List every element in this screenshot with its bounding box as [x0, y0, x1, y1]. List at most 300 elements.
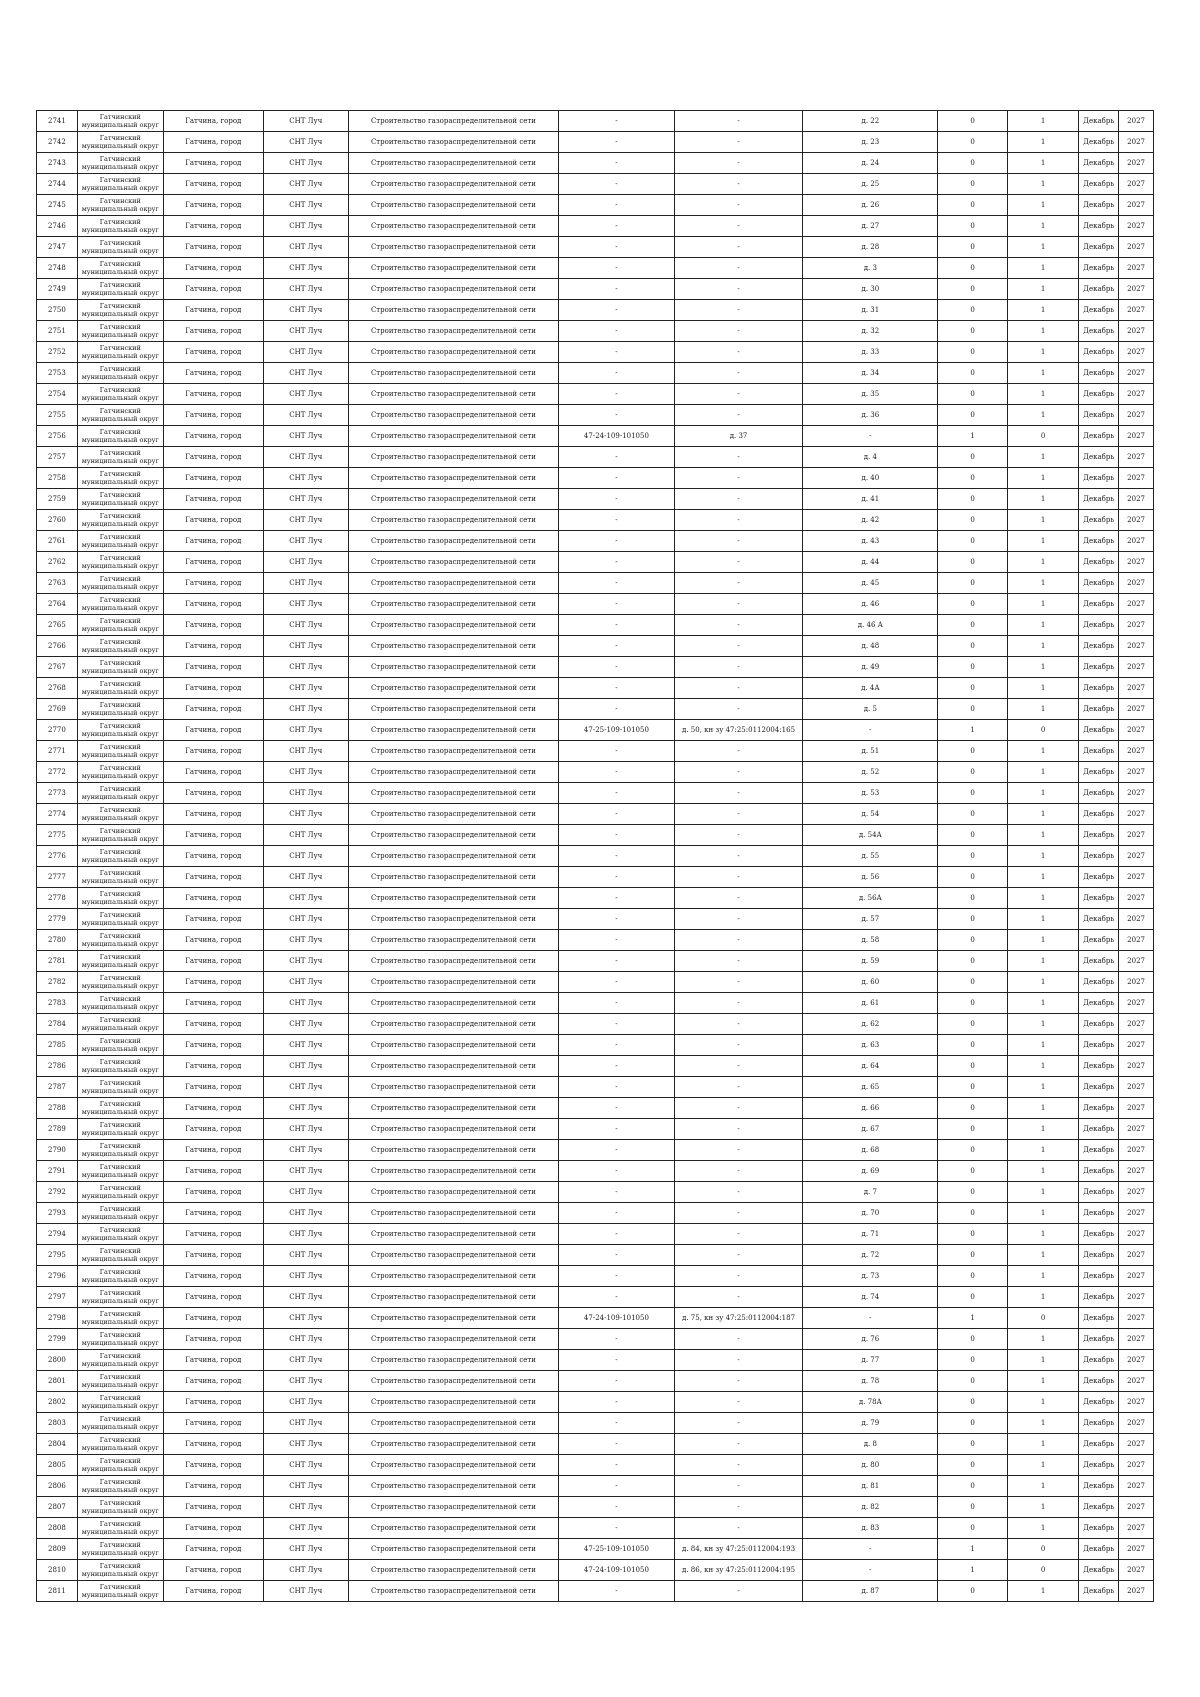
count-b-cell: 1	[1007, 699, 1079, 720]
settlement-cell: Гатчина, город	[163, 510, 263, 531]
year-cell: 2027	[1119, 1539, 1154, 1560]
month-cell: Декабрь	[1079, 1539, 1119, 1560]
row-number: 2764	[37, 594, 78, 615]
district-cell	[77, 1161, 163, 1182]
row-number: 2765	[37, 615, 78, 636]
address-cell: -	[674, 909, 803, 930]
district-cell	[77, 594, 163, 615]
month-cell: Декабрь	[1079, 321, 1119, 342]
address-cell: -	[674, 594, 803, 615]
row-number: 2793	[37, 1203, 78, 1224]
count-a-cell: 0	[938, 489, 1007, 510]
settlement-cell: Гатчина, город	[163, 468, 263, 489]
row-number: 2803	[37, 1413, 78, 1434]
district-name: Гатчинский	[99, 1499, 141, 1507]
snt-cell: СНТ Луч	[263, 909, 348, 930]
table-row	[37, 132, 1154, 153]
work-type-cell: Строительство газораспределительной сети	[348, 720, 559, 741]
district-name: Гатчинский	[99, 197, 141, 205]
settlement-cell: Гатчина, город	[163, 279, 263, 300]
month-cell: Декабрь	[1079, 300, 1119, 321]
count-a-cell: 0	[938, 363, 1007, 384]
row-number: 2758	[37, 468, 78, 489]
snt-cell: СНТ Луч	[263, 783, 348, 804]
month-cell: Декабрь	[1079, 1287, 1119, 1308]
address-cell: -	[674, 447, 803, 468]
count-b-cell: 1	[1007, 1161, 1079, 1182]
count-b-cell: 1	[1007, 153, 1079, 174]
district-type: муниципальный округ	[81, 1108, 159, 1116]
work-type-cell: Строительство газораспределительной сети	[348, 1371, 559, 1392]
work-type-cell: Строительство газораспределительной сети	[348, 258, 559, 279]
house-cell: -	[803, 1308, 938, 1329]
month-cell: Декабрь	[1079, 1035, 1119, 1056]
house-cell: д. 70	[803, 1203, 938, 1224]
cadastral-cell: -	[559, 804, 674, 825]
count-a-cell: 0	[938, 888, 1007, 909]
count-a-cell: 0	[938, 1077, 1007, 1098]
district-cell	[77, 489, 163, 510]
district-name: Гатчинский	[99, 1415, 141, 1423]
district-type: муниципальный округ	[81, 1297, 159, 1305]
district-cell	[77, 762, 163, 783]
month-cell: Декабрь	[1079, 1392, 1119, 1413]
district-type: муниципальный округ	[81, 1024, 159, 1032]
row-number: 2800	[37, 1350, 78, 1371]
count-b-cell: 0	[1007, 1308, 1079, 1329]
row-number: 2782	[37, 972, 78, 993]
count-a-cell: 0	[938, 510, 1007, 531]
settlement-cell: Гатчина, город	[163, 573, 263, 594]
district-type: муниципальный округ	[81, 982, 159, 990]
row-number: 2811	[37, 1581, 78, 1602]
district-cell	[77, 1308, 163, 1329]
table-row	[37, 300, 1154, 321]
count-a-cell: 0	[938, 1329, 1007, 1350]
district-name: Гатчинский	[99, 701, 141, 709]
house-cell: д. 87	[803, 1581, 938, 1602]
district-name: Гатчинский	[99, 1478, 141, 1486]
snt-cell: СНТ Луч	[263, 1140, 348, 1161]
district-name: Гатчинский	[99, 911, 141, 919]
district-type: муниципальный округ	[81, 1549, 159, 1557]
table-row	[37, 1539, 1154, 1560]
district-cell	[77, 468, 163, 489]
row-number: 2784	[37, 1014, 78, 1035]
month-cell: Декабрь	[1079, 615, 1119, 636]
month-cell: Декабрь	[1079, 1056, 1119, 1077]
table-row	[37, 1413, 1154, 1434]
table-row	[37, 1287, 1154, 1308]
cadastral-cell: -	[559, 195, 674, 216]
district-type: муниципальный округ	[81, 940, 159, 948]
district-cell	[77, 237, 163, 258]
month-cell: Декабрь	[1079, 741, 1119, 762]
count-a-cell: 0	[938, 237, 1007, 258]
district-cell	[77, 384, 163, 405]
table-row	[37, 1581, 1154, 1602]
settlement-cell: Гатчина, город	[163, 258, 263, 279]
cadastral-cell: 47-24-109-101050	[559, 1308, 674, 1329]
settlement-cell: Гатчина, город	[163, 783, 263, 804]
month-cell: Декабрь	[1079, 153, 1119, 174]
address-cell: -	[674, 237, 803, 258]
work-type-cell: Строительство газораспределительной сети	[348, 1392, 559, 1413]
cadastral-cell: 47-25-109-101050	[559, 1539, 674, 1560]
district-name: Гатчинский	[99, 1121, 141, 1129]
district-cell	[77, 741, 163, 762]
row-number: 2791	[37, 1161, 78, 1182]
house-cell: д. 80	[803, 1455, 938, 1476]
district-cell	[77, 930, 163, 951]
year-cell: 2027	[1119, 720, 1154, 741]
table-row	[37, 615, 1154, 636]
settlement-cell: Гатчина, город	[163, 1119, 263, 1140]
district-type: муниципальный округ	[81, 562, 159, 570]
district-cell	[77, 1581, 163, 1602]
district-cell	[77, 951, 163, 972]
count-b-cell: 1	[1007, 1518, 1079, 1539]
count-a-cell: 0	[938, 174, 1007, 195]
month-cell: Декабрь	[1079, 531, 1119, 552]
snt-cell: СНТ Луч	[263, 1203, 348, 1224]
table-row	[37, 972, 1154, 993]
house-cell: д. 28	[803, 237, 938, 258]
house-cell: д. 82	[803, 1497, 938, 1518]
row-number: 2747	[37, 237, 78, 258]
address-cell: -	[674, 1077, 803, 1098]
settlement-cell: Гатчина, город	[163, 993, 263, 1014]
address-cell: -	[674, 741, 803, 762]
year-cell: 2027	[1119, 804, 1154, 825]
address-cell: -	[674, 783, 803, 804]
count-a-cell: 0	[938, 636, 1007, 657]
district-name: Гатчинский	[99, 344, 141, 352]
count-a-cell: 0	[938, 930, 1007, 951]
settlement-cell: Гатчина, город	[163, 1140, 263, 1161]
month-cell: Декабрь	[1079, 258, 1119, 279]
row-number: 2778	[37, 888, 78, 909]
district-cell	[77, 1392, 163, 1413]
work-type-cell: Строительство газораспределительной сети	[348, 1056, 559, 1077]
work-type-cell: Строительство газораспределительной сети	[348, 321, 559, 342]
cadastral-cell: -	[559, 1497, 674, 1518]
year-cell: 2027	[1119, 1455, 1154, 1476]
settlement-cell: Гатчина, город	[163, 1035, 263, 1056]
snt-cell: СНТ Луч	[263, 888, 348, 909]
settlement-cell: Гатчина, город	[163, 636, 263, 657]
year-cell: 2027	[1119, 1035, 1154, 1056]
work-type-cell: Строительство газораспределительной сети	[348, 363, 559, 384]
settlement-cell: Гатчина, город	[163, 216, 263, 237]
cadastral-cell: -	[559, 258, 674, 279]
district-cell	[77, 1224, 163, 1245]
year-cell: 2027	[1119, 216, 1154, 237]
settlement-cell: Гатчина, город	[163, 195, 263, 216]
cadastral-cell: -	[559, 1014, 674, 1035]
cadastral-cell: -	[559, 1119, 674, 1140]
district-cell	[77, 279, 163, 300]
month-cell: Декабрь	[1079, 972, 1119, 993]
count-a-cell: 0	[938, 1287, 1007, 1308]
house-cell: д. 74	[803, 1287, 938, 1308]
month-cell: Декабрь	[1079, 1518, 1119, 1539]
row-number: 2741	[37, 111, 78, 132]
cadastral-cell: -	[559, 594, 674, 615]
year-cell: 2027	[1119, 636, 1154, 657]
year-cell: 2027	[1119, 321, 1154, 342]
count-b-cell: 1	[1007, 1350, 1079, 1371]
month-cell: Декабрь	[1079, 720, 1119, 741]
snt-cell: СНТ Луч	[263, 363, 348, 384]
district-cell	[77, 1413, 163, 1434]
cadastral-cell: -	[559, 1434, 674, 1455]
count-a-cell: 0	[938, 909, 1007, 930]
address-cell: -	[674, 930, 803, 951]
house-cell: д. 56	[803, 867, 938, 888]
year-cell: 2027	[1119, 279, 1154, 300]
row-number: 2761	[37, 531, 78, 552]
district-type: муниципальный округ	[81, 1045, 159, 1053]
district-cell	[77, 993, 163, 1014]
cadastral-cell: -	[559, 1098, 674, 1119]
table-row	[37, 552, 1154, 573]
month-cell: Декабрь	[1079, 1350, 1119, 1371]
row-number: 2783	[37, 993, 78, 1014]
district-name: Гатчинский	[99, 239, 141, 247]
work-type-cell: Строительство газораспределительной сети	[348, 930, 559, 951]
snt-cell: СНТ Луч	[263, 1413, 348, 1434]
count-b-cell: 1	[1007, 1434, 1079, 1455]
table-row	[37, 1014, 1154, 1035]
table-row	[37, 195, 1154, 216]
table-row	[37, 1476, 1154, 1497]
settlement-cell: Гатчина, город	[163, 804, 263, 825]
settlement-cell: Гатчина, город	[163, 1161, 263, 1182]
count-b-cell: 1	[1007, 825, 1079, 846]
settlement-cell: Гатчина, город	[163, 972, 263, 993]
work-type-cell: Строительство газораспределительной сети	[348, 594, 559, 615]
count-a-cell: 0	[938, 342, 1007, 363]
row-number: 2789	[37, 1119, 78, 1140]
district-name: Гатчинский	[99, 995, 141, 1003]
district-cell	[77, 1434, 163, 1455]
district-name: Гатчинский	[99, 1373, 141, 1381]
district-name: Гатчинский	[99, 1184, 141, 1192]
year-cell: 2027	[1119, 741, 1154, 762]
district-type: муниципальный округ	[81, 1444, 159, 1452]
district-type: муниципальный округ	[81, 415, 159, 423]
district-name: Гатчинский	[99, 869, 141, 877]
settlement-cell: Гатчина, город	[163, 321, 263, 342]
district-type: муниципальный округ	[81, 1486, 159, 1494]
count-b-cell: 1	[1007, 279, 1079, 300]
snt-cell: СНТ Луч	[263, 405, 348, 426]
district-cell	[77, 972, 163, 993]
address-cell: -	[674, 1056, 803, 1077]
work-type-cell: Строительство газораспределительной сети	[348, 678, 559, 699]
work-type-cell: Строительство газораспределительной сети	[348, 300, 559, 321]
table-row	[37, 741, 1154, 762]
house-cell: д. 33	[803, 342, 938, 363]
address-cell: -	[674, 1497, 803, 1518]
address-cell: -	[674, 573, 803, 594]
district-cell	[77, 258, 163, 279]
table-row	[37, 174, 1154, 195]
row-number: 2804	[37, 1434, 78, 1455]
snt-cell: СНТ Луч	[263, 300, 348, 321]
count-a-cell: 0	[938, 405, 1007, 426]
district-cell	[77, 1203, 163, 1224]
count-b-cell: 1	[1007, 615, 1079, 636]
work-type-cell: Строительство газораспределительной сети	[348, 468, 559, 489]
row-number: 2796	[37, 1266, 78, 1287]
count-b-cell: 1	[1007, 972, 1079, 993]
house-cell: д. 35	[803, 384, 938, 405]
district-cell	[77, 615, 163, 636]
count-a-cell: 0	[938, 825, 1007, 846]
cadastral-cell: -	[559, 615, 674, 636]
house-cell: д. 55	[803, 846, 938, 867]
count-b-cell: 1	[1007, 1056, 1079, 1077]
count-b-cell: 1	[1007, 993, 1079, 1014]
district-type: муниципальный округ	[81, 1255, 159, 1263]
district-name: Гатчинский	[99, 743, 141, 751]
address-cell: д. 37	[674, 426, 803, 447]
count-b-cell: 1	[1007, 1497, 1079, 1518]
count-a-cell: 0	[938, 216, 1007, 237]
count-a-cell: 1	[938, 720, 1007, 741]
district-cell	[77, 342, 163, 363]
district-type: муниципальный округ	[81, 352, 159, 360]
year-cell: 2027	[1119, 615, 1154, 636]
table-row	[37, 279, 1154, 300]
cadastral-cell: -	[559, 510, 674, 531]
year-cell: 2027	[1119, 132, 1154, 153]
settlement-cell: Гатчина, город	[163, 888, 263, 909]
address-cell: -	[674, 1245, 803, 1266]
work-type-cell: Строительство газораспределительной сети	[348, 1224, 559, 1245]
settlement-cell: Гатчина, город	[163, 405, 263, 426]
row-number: 2788	[37, 1098, 78, 1119]
house-cell: д. 79	[803, 1413, 938, 1434]
count-b-cell: 1	[1007, 1476, 1079, 1497]
district-cell	[77, 1056, 163, 1077]
house-cell: д. 76	[803, 1329, 938, 1350]
table-row	[37, 1329, 1154, 1350]
month-cell: Декабрь	[1079, 846, 1119, 867]
month-cell: Декабрь	[1079, 195, 1119, 216]
work-type-cell: Строительство газораспределительной сети	[348, 1119, 559, 1140]
cadastral-cell: -	[559, 279, 674, 300]
work-type-cell: Строительство газораспределительной сети	[348, 804, 559, 825]
snt-cell: СНТ Луч	[263, 132, 348, 153]
house-cell: -	[803, 1539, 938, 1560]
work-type-cell: Строительство газораспределительной сети	[348, 657, 559, 678]
snt-cell: СНТ Луч	[263, 1518, 348, 1539]
snt-cell: СНТ Луч	[263, 1308, 348, 1329]
district-type: муниципальный округ	[81, 856, 159, 864]
district-name: Гатчинский	[99, 722, 141, 730]
month-cell: Декабрь	[1079, 405, 1119, 426]
district-type: муниципальный округ	[81, 772, 159, 780]
settlement-cell: Гатчина, город	[163, 552, 263, 573]
row-number: 2798	[37, 1308, 78, 1329]
month-cell: Декабрь	[1079, 678, 1119, 699]
year-cell: 2027	[1119, 1119, 1154, 1140]
address-cell: -	[674, 489, 803, 510]
year-cell: 2027	[1119, 762, 1154, 783]
snt-cell: СНТ Луч	[263, 531, 348, 552]
work-type-cell: Строительство газораспределительной сети	[348, 510, 559, 531]
district-cell	[77, 1371, 163, 1392]
district-cell	[77, 1266, 163, 1287]
settlement-cell: Гатчина, город	[163, 657, 263, 678]
row-number: 2775	[37, 825, 78, 846]
address-cell: -	[674, 468, 803, 489]
cadastral-cell: -	[559, 1413, 674, 1434]
count-b-cell: 1	[1007, 1203, 1079, 1224]
settlement-cell: Гатчина, город	[163, 1476, 263, 1497]
settlement-cell: Гатчина, город	[163, 1560, 263, 1581]
month-cell: Декабрь	[1079, 993, 1119, 1014]
count-a-cell: 0	[938, 447, 1007, 468]
work-type-cell: Строительство газораспределительной сети	[348, 636, 559, 657]
house-cell: д. 72	[803, 1245, 938, 1266]
settlement-cell: Гатчина, город	[163, 1413, 263, 1434]
month-cell: Декабрь	[1079, 1434, 1119, 1455]
year-cell: 2027	[1119, 1182, 1154, 1203]
table-row	[37, 951, 1154, 972]
district-type: муниципальный округ	[81, 1339, 159, 1347]
district-name: Гатчинский	[99, 659, 141, 667]
row-number: 2742	[37, 132, 78, 153]
house-cell: д. 3	[803, 258, 938, 279]
snt-cell: СНТ Луч	[263, 1560, 348, 1581]
cadastral-cell: -	[559, 930, 674, 951]
district-cell	[77, 804, 163, 825]
district-name: Гатчинский	[99, 638, 141, 646]
work-type-cell: Строительство газораспределительной сети	[348, 216, 559, 237]
house-cell: д. 66	[803, 1098, 938, 1119]
count-a-cell: 0	[938, 1581, 1007, 1602]
district-type: муниципальный округ	[81, 1192, 159, 1200]
settlement-cell: Гатчина, город	[163, 237, 263, 258]
month-cell: Декабрь	[1079, 1329, 1119, 1350]
year-cell: 2027	[1119, 699, 1154, 720]
year-cell: 2027	[1119, 930, 1154, 951]
settlement-cell: Гатчина, город	[163, 1014, 263, 1035]
year-cell: 2027	[1119, 1413, 1154, 1434]
district-name: Гатчинский	[99, 554, 141, 562]
year-cell: 2027	[1119, 405, 1154, 426]
cadastral-cell: -	[559, 783, 674, 804]
table-row	[37, 1077, 1154, 1098]
district-cell	[77, 909, 163, 930]
year-cell: 2027	[1119, 1476, 1154, 1497]
work-type-cell: Строительство газораспределительной сети	[348, 1455, 559, 1476]
work-type-cell: Строительство газораспределительной сети	[348, 405, 559, 426]
table-row	[37, 1392, 1154, 1413]
snt-cell: СНТ Луч	[263, 699, 348, 720]
count-a-cell: 0	[938, 993, 1007, 1014]
district-name: Гатчинский	[99, 1436, 141, 1444]
count-a-cell: 0	[938, 195, 1007, 216]
count-a-cell: 0	[938, 783, 1007, 804]
row-number: 2757	[37, 447, 78, 468]
year-cell: 2027	[1119, 1014, 1154, 1035]
district-cell	[77, 1518, 163, 1539]
